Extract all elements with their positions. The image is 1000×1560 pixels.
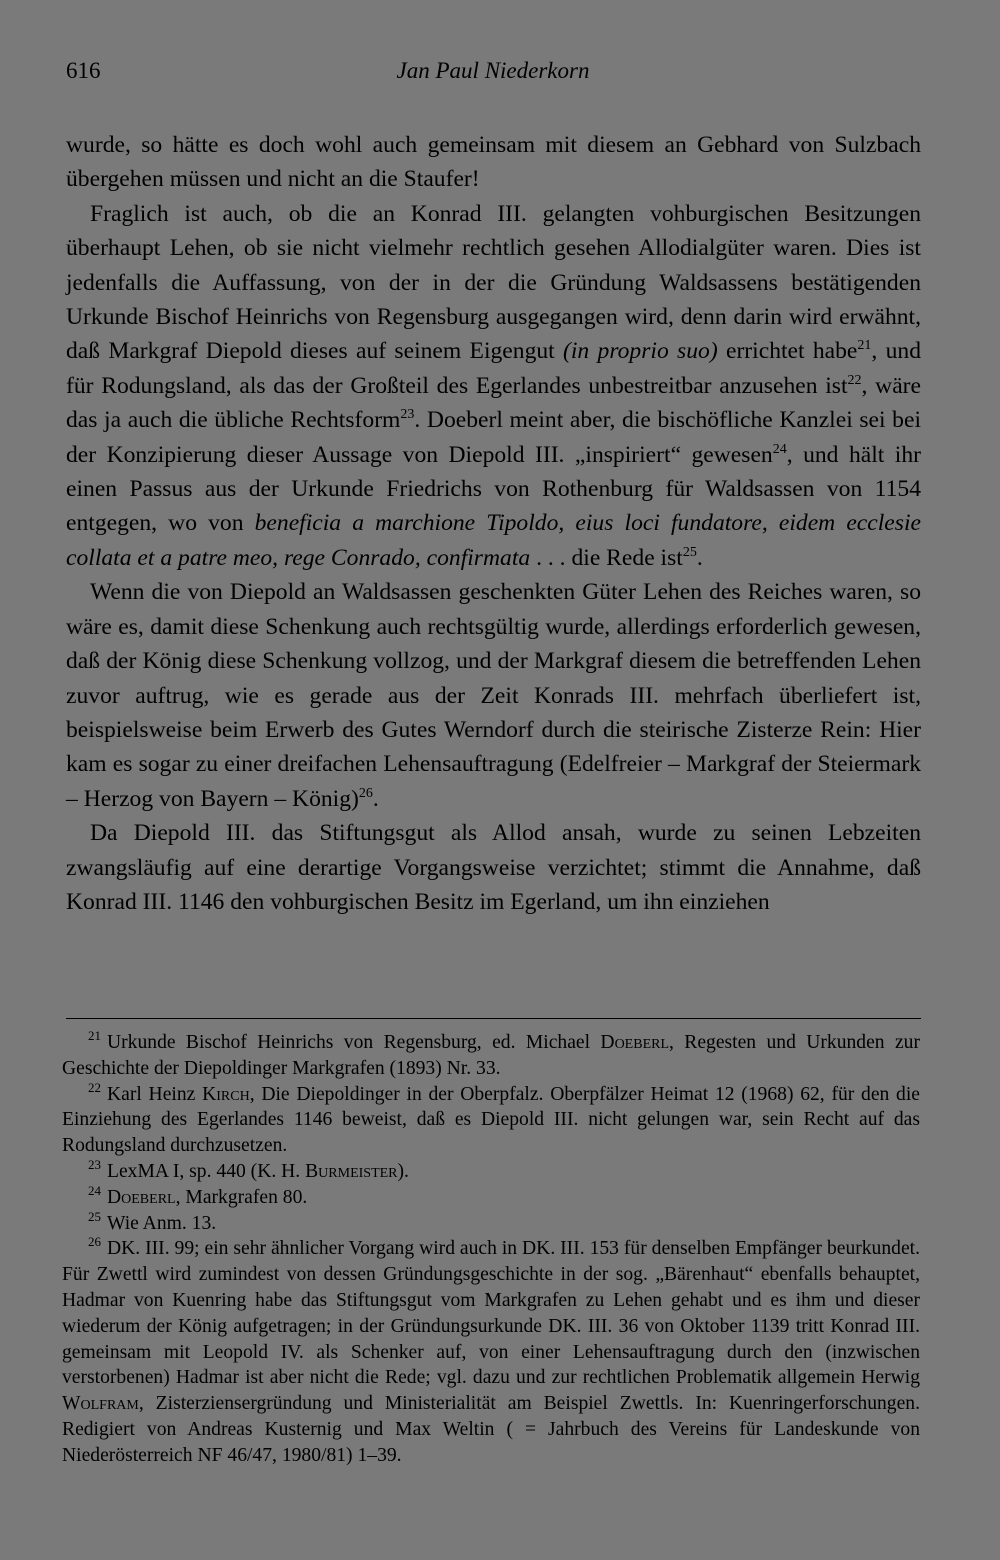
footnote-number: 24 <box>88 1182 101 1198</box>
text-run: errichtet habe <box>717 338 858 365</box>
text-run: , und hält ihr einen Passus aus der Urkunde Friedrichs von Rothenburg für Waldsassen von 1154 entgegen, wo von <box>66 441 921 537</box>
footnote-separator <box>66 1018 921 1019</box>
italic-quote: beneficia a marchione Tipoldo, eius loci fundatore, eidem ecclesie collata et a patre meo, rege Conrado, confirmata <box>66 510 921 571</box>
text-run: LexMA I, sp. 440 (K. H. <box>107 1160 306 1182</box>
author-name: Wolfram <box>62 1393 139 1415</box>
text-run: , Regesten und Urkunden zur Geschichte der Diepoldinger Markgrafen (1893) Nr. 33. <box>62 1032 920 1079</box>
text-run: . . . die Rede ist <box>530 544 683 571</box>
page-number: 616 <box>66 58 101 83</box>
footnote-number: 26 <box>88 1234 101 1250</box>
page-header <box>66 58 920 94</box>
text-run: , wäre das ja auch die übliche Rechtsform <box>66 372 921 434</box>
footnote-number: 23 <box>88 1156 101 1172</box>
text-run: , Zisterziensergründung und Ministerialität am Beispiel Zwettls. In: Kuenringerforschungen. Redigiert von Andreas Kusternig und Max Weltin ( = Jahrbuch des Vereins für Landeskunde von Niederösterreich NF 46/47, 1980/81) 1–39. <box>62 1393 920 1466</box>
footnote <box>62 1156 920 1185</box>
main-text <box>66 128 921 919</box>
text-run: Fraglich ist auch, ob die an Konrad III. gelangten vohburgischen Besitzungen überhaupt Lehen, ob sie nicht vielmehr rechtlich gesehen Allodialgüter waren. Dies ist jedenfalls die Auffassung, von der in der die Gründung Waldsassens bestätigenden Urkunde Bischof Heinrichs von Regensburg ausgegangen wird, denn darin wird erwähnt, daß Markgraf Diepold dieses auf seinem Eigengut <box>66 200 921 365</box>
footnote <box>62 1030 920 1082</box>
text-run: , Die Diepoldinger in der Oberpfalz. Oberpfälzer Heimat 12 (1968) 62, für den die Einziehung des Egerlandes 1146 beweist, daß es Diepold III. nicht gelungen war, sein Recht auf das Rodungsland durchzusetzen. <box>62 1083 920 1157</box>
footnote-ref[interactable]: 25 <box>682 544 697 560</box>
running-title: Jan Paul Niederkorn <box>396 58 590 83</box>
paragraph <box>66 197 921 575</box>
footnote-number: 25 <box>88 1208 101 1224</box>
text-run: . <box>372 785 379 812</box>
footnote-number: 22 <box>88 1079 101 1095</box>
footnote <box>62 1182 920 1211</box>
author-name: Kirch <box>202 1083 250 1105</box>
text-run: Wie Anm. 13. <box>107 1212 217 1234</box>
footnote-ref[interactable]: 22 <box>847 372 862 388</box>
paragraph <box>66 575 921 816</box>
text-run: ). <box>397 1160 409 1182</box>
text-run: Urkunde Bischof Heinrichs von Regensburg, ed. Michael <box>107 1032 601 1053</box>
text-run: , Markgrafen 80. <box>175 1186 308 1208</box>
footnote-ref[interactable]: 21 <box>857 338 872 354</box>
footnote <box>62 1236 920 1468</box>
footnote-ref[interactable]: 24 <box>772 441 787 457</box>
footnote-number: 21 <box>88 1028 101 1043</box>
paragraph: Da Diepold III. das Stiftungsgut als Allod ansah, wurde zu seinen Lebzeiten zwangsläufig auf eine derartige Vorgangsweise verzichtet; stimmt die Annahme, daß Konrad III. 1146 den vohburgischen Besitz im Egerland, um ihn einziehen <box>66 820 921 915</box>
text-run: . Doeberl meint aber, die bischöfliche Kanzlei sei bei der Konzipierung dieser Aussage von Diepold III. „inspiriert“ gewesen <box>66 407 921 468</box>
footnotes <box>62 1030 920 1469</box>
footnote-ref[interactable]: 23 <box>400 407 415 423</box>
author-name: Doeberl <box>600 1032 670 1053</box>
text-run: Wenn die von Diepold an Waldsassen geschenkten Güter Lehen des Reiches waren, so wäre es, damit diese Schenkung auch rechtsgültig wurde, allerdings erforderlich gewesen, daß der König diese Schenkung vollzog, und der Markgraf diesem die betreffenden Lehen zuvor auftrug, wie es gerade aus der Zeit Konrads III. mehrfach überliefert ist, beispielsweise beim Erwerb des Gutes Werndorf durch die steirische Zisterze Rein: Hier kam es sogar zu einer dreifachen Lehensauftragung (Edelfreier – Markgraf der Steiermark – Herzog von Bayern – König) <box>66 579 921 812</box>
text-run: Karl Heinz <box>107 1083 203 1105</box>
footnote <box>62 1079 920 1159</box>
footnote <box>62 1208 920 1237</box>
text-run: , und für Rodungsland, als das der Großteil des Egerlandes unbestreitbar anzusehen ist <box>66 338 921 399</box>
author-name: Doeberl <box>107 1186 176 1208</box>
author-name: Burmeister <box>305 1160 398 1182</box>
text-run: . <box>696 544 703 571</box>
text-run: DK. III. 99; ein sehr ähnlicher Vorgang wird auch in DK. III. 153 für denselben Empfänger beurkundet. Für Zwettl wird zumindest von dessen Gründungsgeschichte in der sog. „Bärenhaut“ ebenfalls behauptet, Hadmar von Kuenring habe das Stiftungsgut vom Markgrafen zu Lehen gehabt und es ihm und dieser wiederum der König aufgetragen; in der Gründungsurkunde DK. III. 36 von Oktober 1139 tritt Konrad III. gemeinsam mit Leopold IV. als Schenker auf, von einer Lehensauftragung durch den (inzwischen verstorbenen) Hadmar ist aber nicht die Rede; vgl. dazu und zur rechtlichen Problematik allgemein Herwig <box>62 1238 920 1389</box>
italic-text: (in proprio suo) <box>563 338 718 365</box>
paragraph: wurde, so hätte es doch wohl auch gemeinsam mit diesem an Gebhard von Sulzbach übergehen müssen und nicht an die Staufer! <box>66 132 921 193</box>
footnote-ref[interactable]: 26 <box>358 785 373 801</box>
